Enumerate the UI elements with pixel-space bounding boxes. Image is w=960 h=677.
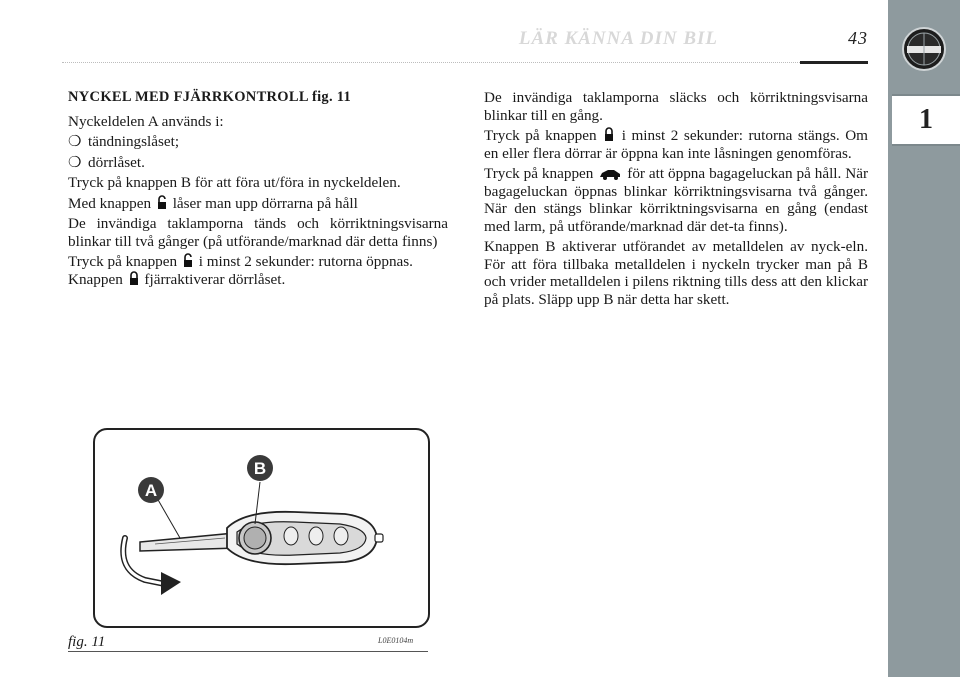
figure-code: L0E0104m (378, 636, 414, 645)
figure-11 (93, 428, 430, 628)
left-column (68, 89, 448, 291)
figure-caption: fig. 11 (68, 634, 106, 650)
paragraph: De invändiga taklamporna släcks och körriktningsvisarna blinkar till en gång. (484, 89, 868, 124)
chapter-number: 1 (919, 104, 933, 135)
caption-rule (68, 651, 428, 652)
paragraph: Tryck på knappen i minst 2 sekunder: rutorna stängs. Om en eller flera dörrar är öppna kan inte låsningen genomföras. (484, 127, 868, 162)
intro-text: Nyckeldelen A används i: (68, 112, 224, 130)
lock-icon (129, 271, 139, 286)
label-a: A (144, 481, 158, 500)
paragraph: Tryck på knappen för att öppna bagageluckan på håll. När bagageluckan öppnas blinkar körriktningsvisarna två gånger. När den stängs blinkar körriktningsvisarna en gång (endast med larm, på utförande/marknad där det-ta finns). (484, 165, 869, 235)
lancia-logo-icon (895, 24, 953, 74)
header-dotted-rule (62, 62, 802, 63)
unlock-icon (157, 195, 167, 210)
paragraph: Med knappen låser man upp dörrarna på håll (68, 194, 358, 212)
header-solid-rule (800, 61, 868, 64)
paragraph: Knappen B aktiverar utförandet av metalldelen av nyck-eln. För att föra tillbaka metalldelen i nyckeln trycker man på B och vrider metalldelen i pilens riktning tills dess att den klickar på plats. Släpp upp B när detta har skett. (484, 238, 868, 308)
paragraph: De invändiga taklamporna tänds och körriktningsvisarna blinkar till två gånger (på utförande/marknad där detta finns) (68, 215, 448, 250)
chapter-tab[interactable] (892, 94, 960, 146)
chapter-title: LÄR KÄNNA DIN BIL (518, 28, 718, 49)
page-number: 43 (848, 28, 868, 48)
paragraph: Tryck på knappen i minst 2 sekunder: rutorna öppnas. Knappen fjärraktiverar dörrlåset. (68, 253, 413, 288)
paragraph: Tryck på knappen B för att föra ut/föra in nyckeldelen. (68, 174, 401, 191)
label-b: B (253, 459, 267, 478)
unlock-icon (183, 253, 193, 268)
lock-icon (604, 127, 614, 142)
car-trunk-icon (599, 168, 621, 180)
bullet-icon: ❍ (68, 153, 82, 171)
key-illustration (95, 430, 428, 626)
section-heading: NYCKEL MED FJÄRRKONTROLL fig. 11 (68, 89, 352, 105)
bullet-icon: ❍ (68, 133, 82, 150)
list-item: ❍ dörrlåset. (68, 153, 145, 171)
right-column (484, 89, 868, 311)
list-item: ❍ tändningslåset; (68, 133, 180, 150)
